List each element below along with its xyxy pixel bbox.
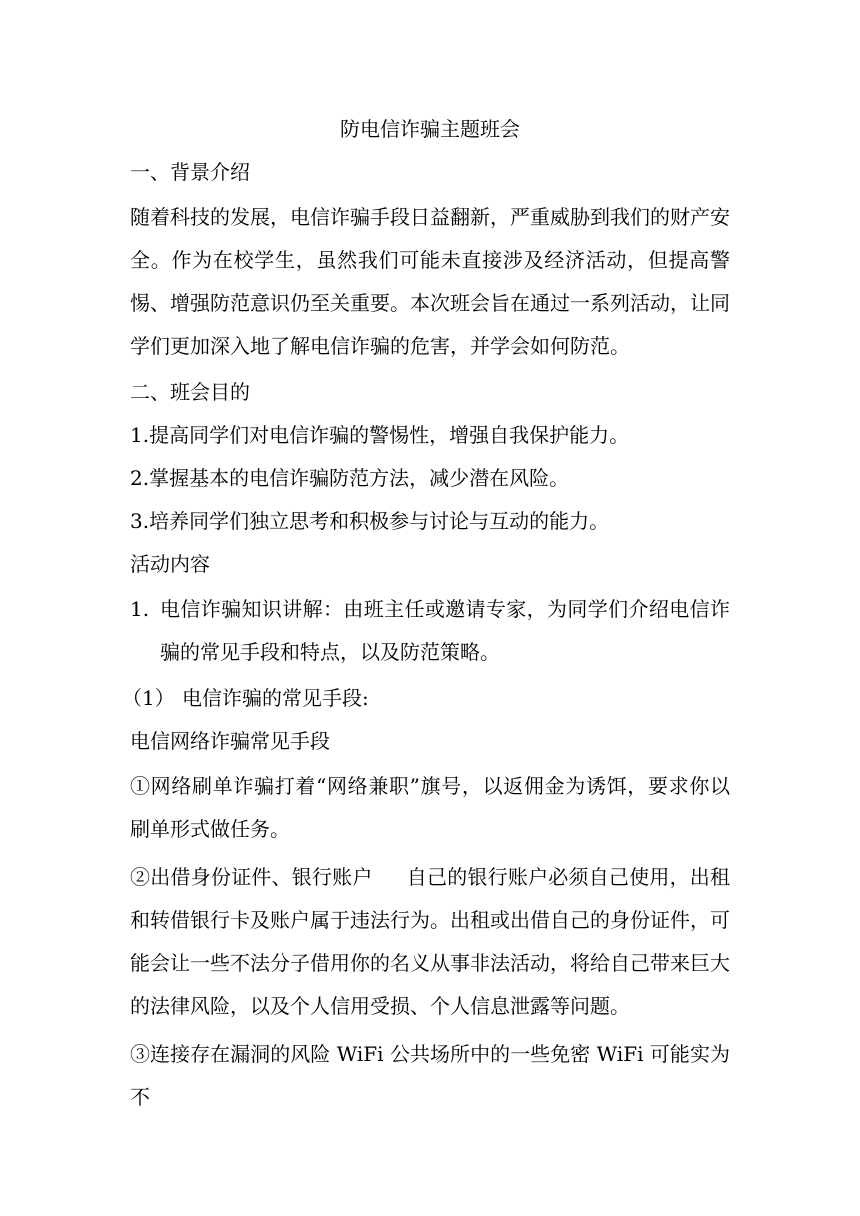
section-heading-purpose: 二、班会目的 xyxy=(130,380,250,404)
fraud-method-2-title: ②出借身份证件、银行账户 xyxy=(130,865,373,889)
background-paragraph: 随着科技的发展，电信诈骗手段日益翻新，严重威胁到我们的财产安全。作为在校学生，虽然我们可能未直接涉及经济活动，但提高警惕、增强防范意识仍至关重要。本次班会旨在通过一系列活动，让同学们更加深入地了解电信诈骗的危害，并学会如何防范。 xyxy=(130,205,730,358)
sub-item-1 xyxy=(122,679,730,717)
fraud-method-2-text: 自己的银行账户必须自己使用，出租和转借银行卡及账户属于违法行为。出租或出借自己的身份证件，可能会让一些不法分子借用你的名义从事非法活动，将给自己带来巨大的法律风险，以及个人信用受损、个人信息泄露等问题。 xyxy=(130,865,731,1018)
goal-item-2: 2.掌握基本的电信诈骗防范方法，减少潜在风险。 xyxy=(130,466,570,490)
section-heading-background: 一、背景介绍 xyxy=(130,160,250,184)
goal-item-3: 3.培养同学们独立思考和积极参与讨论与互动的能力。 xyxy=(130,509,610,533)
goal-item-1: 1.提高同学们对电信诈骗的警惕性，增强自我保护能力。 xyxy=(130,423,630,447)
document-body xyxy=(122,110,731,1124)
fraud-methods-subheading: 电信网络诈骗常见手段 xyxy=(130,729,330,753)
sub-item-text: 电信诈骗的常见手段: xyxy=(182,686,369,710)
fraud-method-2 xyxy=(130,856,730,1028)
activity-item-number: 1. xyxy=(130,597,150,621)
document-title: 防电信诈骗主题班会 xyxy=(340,117,520,141)
activity-item-1 xyxy=(130,588,730,674)
fraud-method-3: ③连接存在漏洞的风险 WiFi 公共场所中的一些免密 WiFi 可能实为不 xyxy=(130,1042,730,1109)
sub-item-number: （1） xyxy=(122,686,175,710)
activity-item-text: 电信诈骗知识讲解：由班主任或邀请专家，为同学们介绍电信诈骗的常见手段和特点，以及防范策略。 xyxy=(160,597,730,664)
section-heading-activities: 活动内容 xyxy=(130,552,210,576)
fraud-method-1: ①网络刷单诈骗打着“网络兼职”旗号，以返佣金为诱饵，要求你以刷单形式做任务。 xyxy=(130,774,730,841)
